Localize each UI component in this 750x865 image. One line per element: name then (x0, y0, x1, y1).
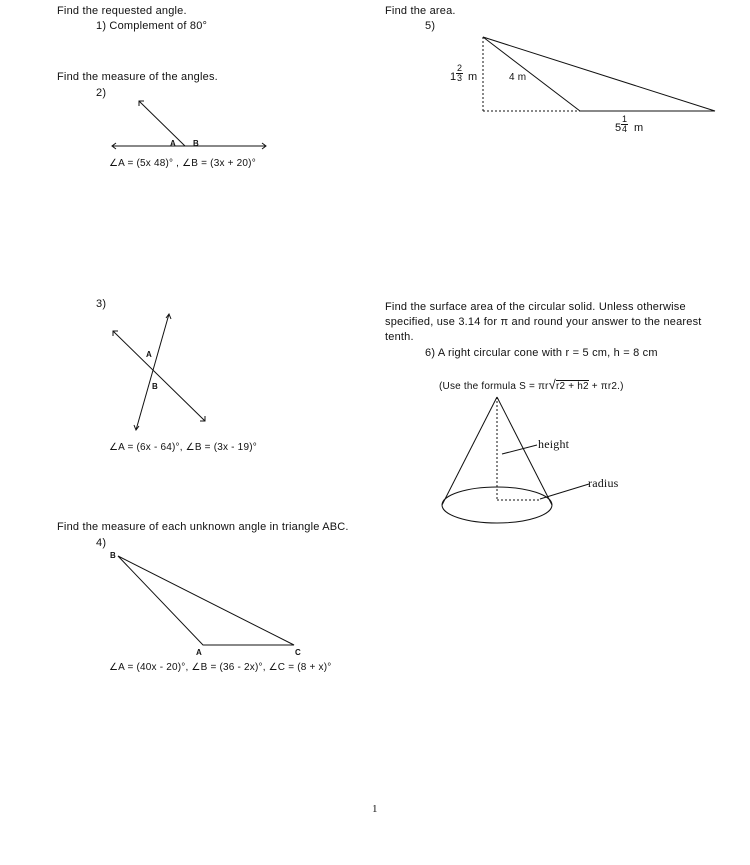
question-3-number: 3) (96, 298, 107, 310)
square-root-sign: √ (548, 377, 556, 392)
page-number: 1 (372, 803, 378, 815)
question-6: 6) A right circular cone with r = 5 cm, h = 8 cm (425, 347, 658, 359)
q5-side-label: 4 m (509, 72, 527, 83)
q6-radius-label: radius (588, 476, 619, 490)
q5-base-denominator: 4 (621, 124, 627, 134)
q2-angle-a-label: A (170, 139, 176, 148)
q2-angle-b-label: B (193, 139, 199, 148)
q3-angle-a-label: A (146, 350, 152, 359)
q3-angle-expressions: ∠A = (6x - 64)°, ∠B = (3x - 19)° (109, 442, 257, 453)
section-6-heading: Find the surface area of the circular solid. Unless otherwise specified, use 3.14 for π and round your answer to the nearest tenth. (385, 301, 702, 343)
section-2-heading: Find the measure of the angles. (57, 71, 218, 83)
section-1-heading: Find the requested angle. (57, 5, 187, 17)
q6-height-label: height (538, 437, 570, 451)
q3-angle-b-label: B (152, 382, 158, 391)
q5-height-unit: m (468, 71, 478, 83)
q4-vertex-c-label: C (295, 648, 301, 657)
q5-height-denominator: 3 (456, 73, 462, 83)
q4-angle-expressions: ∠A = (40x - 20)°, ∠B = (36 - 2x)°, ∠C = (8 + x)° (109, 662, 332, 673)
q5-base-unit: m (634, 122, 644, 134)
question-1: 1) Complement of 80° (96, 20, 208, 32)
question-2-number: 2) (96, 87, 107, 99)
question-5-number: 5) (425, 20, 436, 32)
q5-base-whole: 5 (615, 122, 622, 134)
q6-formula-prefix: (Use the formula S = πr (439, 381, 549, 392)
q2-angle-expressions: ∠A = (5x 48)° , ∠B = (3x + 20)° (109, 158, 256, 169)
question-4-number: 4) (96, 537, 107, 549)
q6-formula-radicand: r2 + h2 (555, 381, 589, 392)
q4-vertex-b-label: B (110, 551, 116, 560)
q5-base-numerator: 1 (621, 114, 627, 124)
q5-height-numerator: 2 (456, 63, 462, 73)
section-4-heading: Find the measure of each unknown angle in triangle ABC. (57, 521, 349, 533)
q4-vertex-a-label: A (196, 648, 202, 657)
section-5-heading: Find the area. (385, 5, 456, 17)
q6-formula-suffix: + πr2.) (588, 381, 624, 392)
q5-height-whole: 1 (450, 71, 457, 83)
